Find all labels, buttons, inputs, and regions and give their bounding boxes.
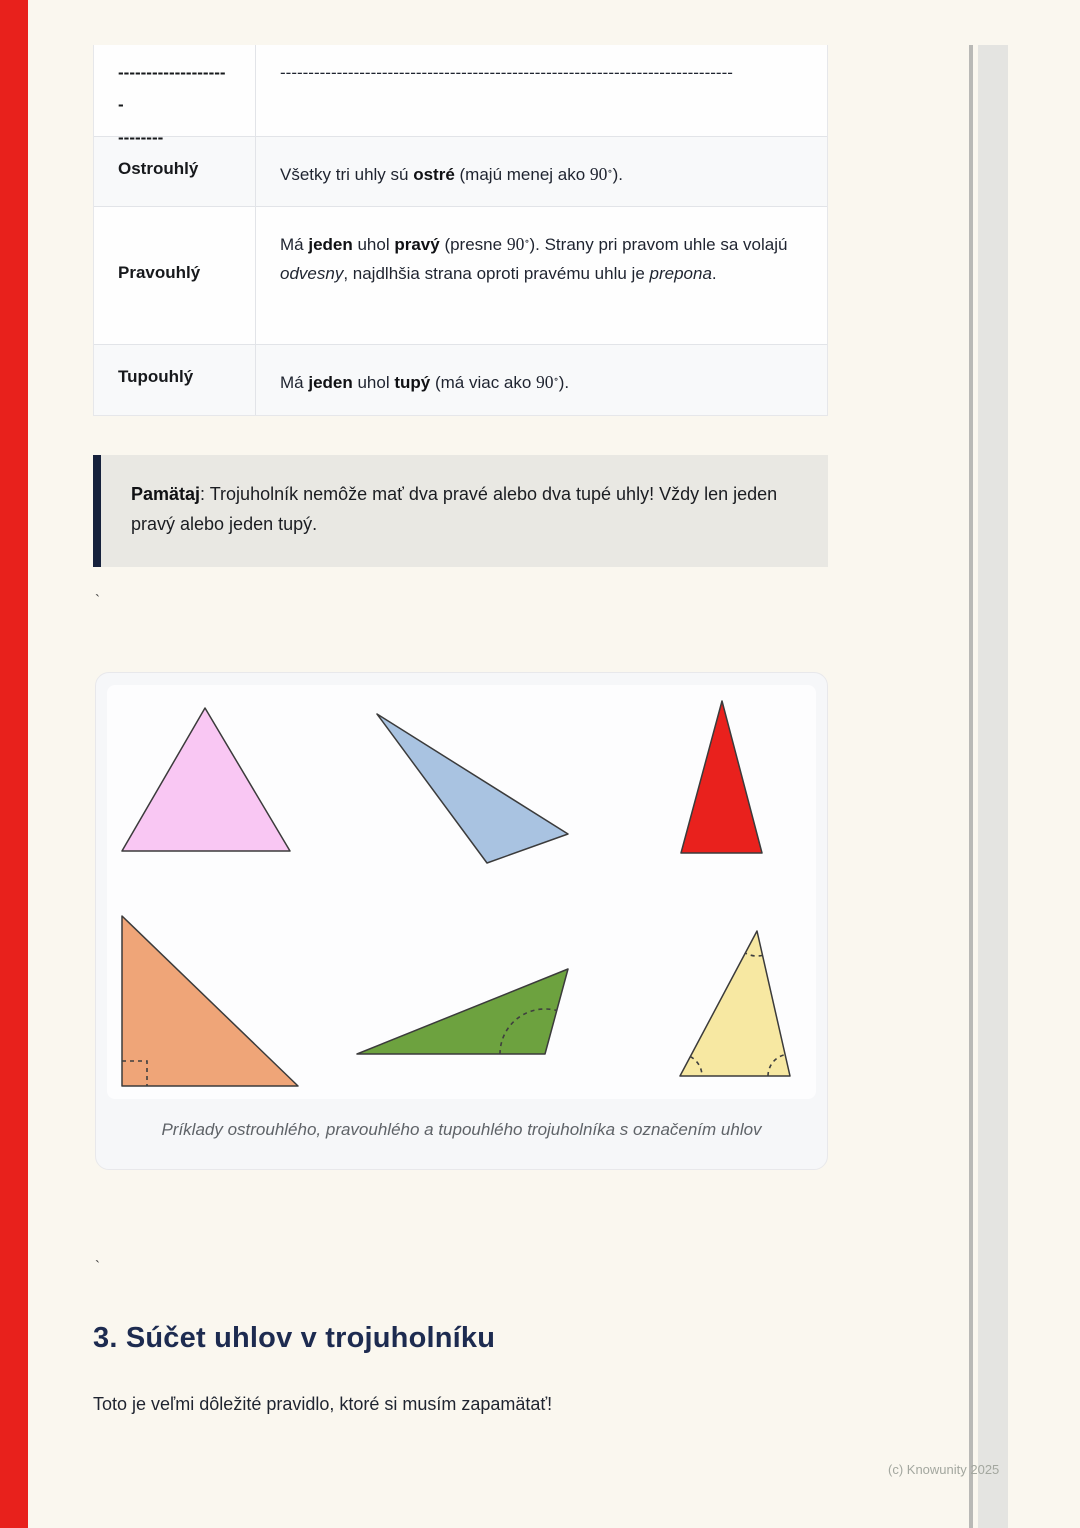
table-term-cell: Ostrouhlý — [94, 137, 256, 206]
table-desc-cell: Všetky tri uhly sú ostré (majú menej ako 90∘). — [280, 164, 623, 184]
narrow-acute-triangle-red — [681, 701, 762, 853]
callout-note: Pamätaj: Trojuholník nemôže mať dva pravé alebo dva tupé uhly! Vždy len jeden pravý alebo jeden tupý. — [93, 455, 828, 567]
table-desc-cell: -------------------------------------------------------------------------------- — [280, 63, 733, 82]
table-row — [94, 137, 827, 207]
table-term-cell: Pravouhlý — [94, 207, 256, 344]
stray-backtick: ` — [95, 592, 100, 609]
copyright-text: (c) Knowunity 2025 — [888, 1462, 1000, 1477]
left-accent-bar — [0, 0, 28, 1528]
figure-caption — [107, 1099, 816, 1169]
figure-card — [95, 672, 828, 1170]
page-edge-divider — [969, 45, 973, 1528]
table-term-cell: Tupouhlý — [94, 345, 256, 415]
triangles-figure — [107, 685, 816, 1099]
section-heading: 3. Súčet uhlov v trojuholníku — [93, 1322, 496, 1354]
triangle-types-table — [93, 45, 828, 416]
obtuse-triangle-blue — [377, 714, 568, 863]
obtuse-triangle-green — [357, 969, 568, 1054]
table-row — [94, 45, 827, 147]
section-paragraph: Toto je veľmi dôležité pravidlo, ktoré si musím zapamätať! — [93, 1394, 553, 1414]
table-desc-cell: Má jeden uhol pravý (presne 90∘). Strany pri pravom uhle sa volajú odvesny, najdlhšia strana oproti pravému uhlu je prepona. — [280, 234, 788, 284]
acute-triangle-pink — [122, 708, 290, 851]
figure-caption-text: Príklady ostrouhlého, pravouhlého a tupouhlého trojuholníka s označením uhlov — [161, 1120, 762, 1139]
table-row — [94, 345, 827, 415]
acute-triangle-yellow — [680, 931, 790, 1076]
table-desc-cell: Má jeden uhol tupý (má viac ako 90∘). — [280, 372, 570, 392]
table-term-cell: -------------------- -------- — [94, 45, 256, 136]
scrollbar[interactable] — [978, 45, 1008, 1528]
table-row — [94, 207, 827, 345]
right-triangle-orange — [122, 916, 298, 1086]
stray-backtick: ` — [95, 1258, 100, 1275]
